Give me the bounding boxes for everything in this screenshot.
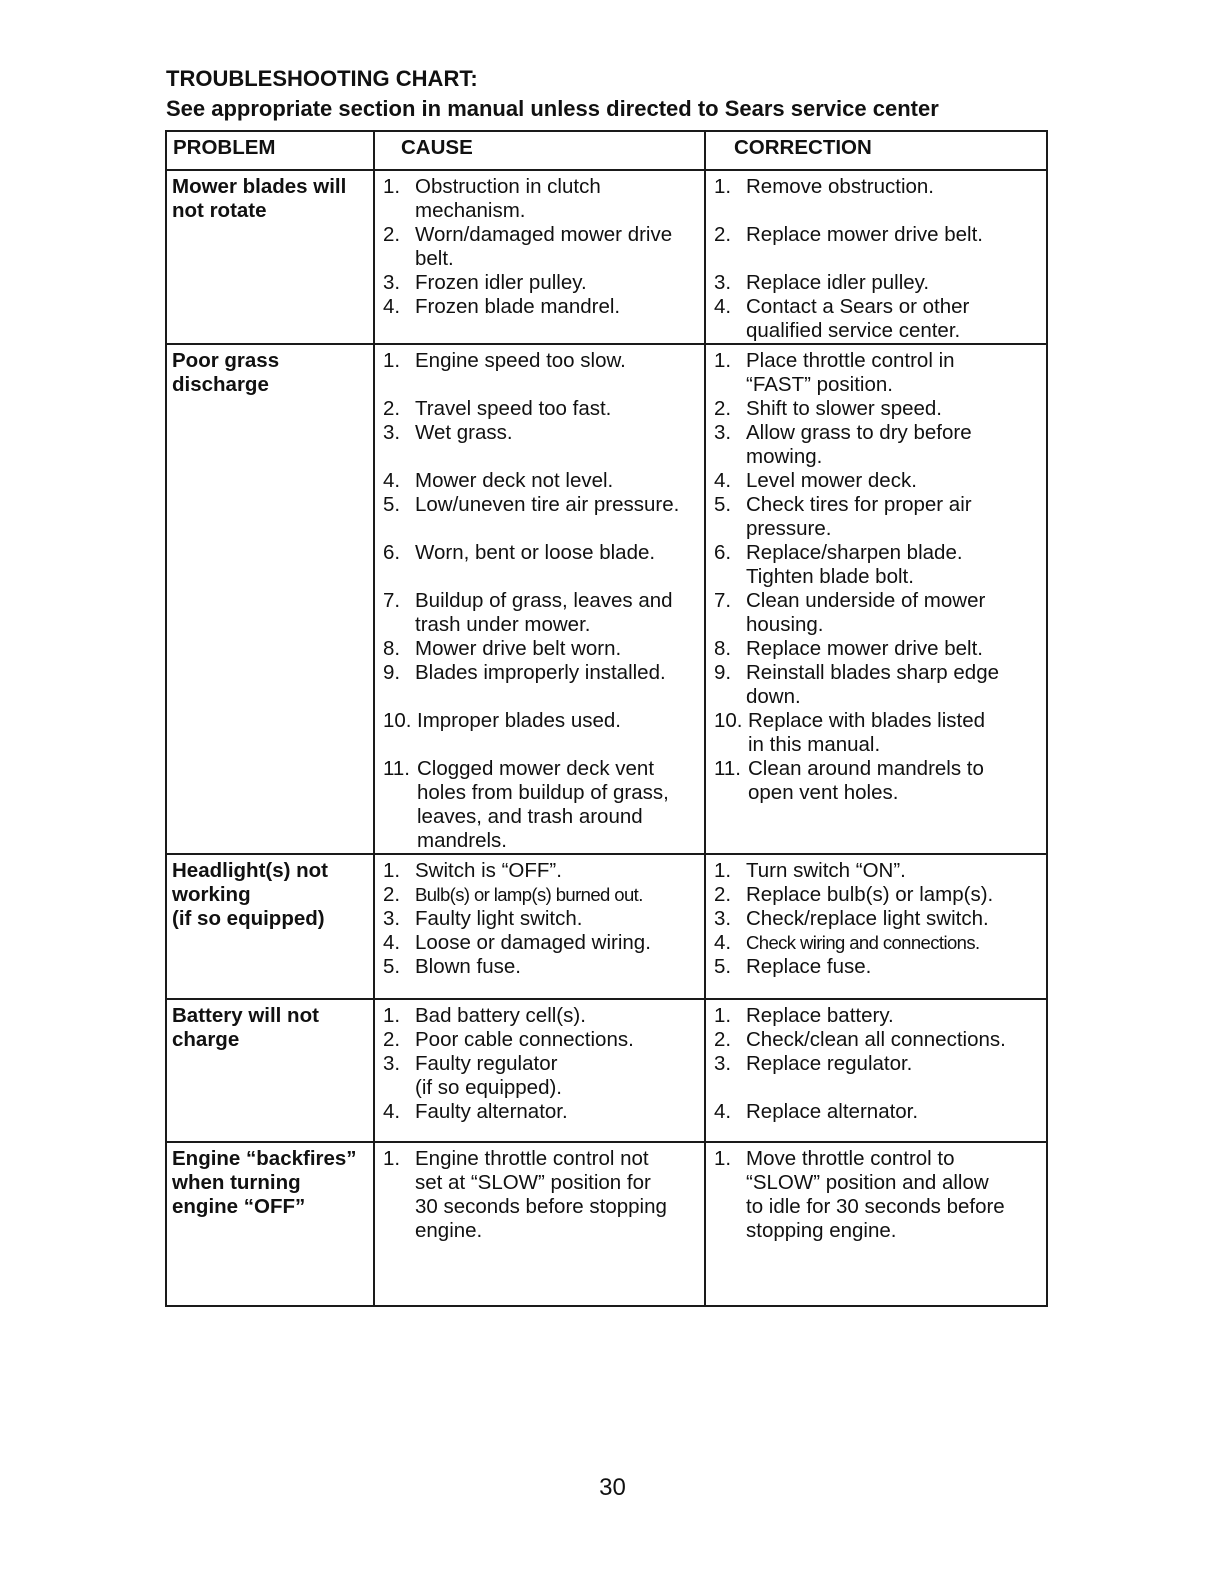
correction-item [714, 931, 1042, 955]
item-line: Buildup of grass, leaves and [415, 589, 673, 612]
item-number: 3. [383, 1052, 401, 1075]
cause-item [383, 421, 700, 469]
item-line: Mower deck not level. [415, 469, 614, 492]
item-text [746, 907, 1042, 931]
item-line: mowing. [746, 445, 823, 468]
item-line: down. [746, 685, 801, 708]
item-line: pressure. [746, 517, 832, 540]
item-line: Check wiring and connections. [746, 932, 980, 953]
item-number: 9. [383, 661, 401, 684]
item-number: 8. [714, 637, 732, 660]
correction-item [714, 295, 1042, 343]
item-number: 2. [714, 883, 732, 906]
cause-item [383, 955, 700, 979]
cause-item [383, 1028, 700, 1052]
table-row [166, 344, 1047, 854]
item-line: Tighten blade bolt. [746, 565, 914, 588]
problem-cell [166, 344, 374, 854]
item-line: Move throttle control to [746, 1147, 955, 1170]
item-number: 1. [714, 1004, 732, 1027]
cause-item [383, 349, 700, 397]
item-number: 3. [383, 421, 401, 444]
problem-line: working [172, 883, 251, 906]
item-line: Level mower deck. [746, 469, 917, 492]
item-text [746, 955, 1042, 979]
item-number: 5. [714, 955, 732, 978]
item-text [746, 295, 1042, 343]
item-text [746, 931, 1042, 955]
item-text [746, 859, 1042, 883]
item-line: Faulty regulator [415, 1052, 558, 1075]
problem-line: Battery will not [172, 1004, 319, 1027]
item-text [415, 349, 700, 397]
item-text [415, 421, 700, 469]
correction-cell [705, 999, 1047, 1142]
item-line: qualified service center. [746, 319, 961, 342]
item-line: Remove obstruction. [746, 175, 935, 198]
correction-cell [705, 170, 1047, 344]
cause-item [383, 397, 700, 421]
cause-item [383, 1100, 700, 1124]
item-text [748, 709, 1042, 757]
item-line: stopping engine. [746, 1219, 897, 1242]
item-line: Clean underside of mower [746, 589, 986, 612]
cause-item [383, 271, 700, 295]
item-line: “FAST” position. [746, 373, 893, 396]
item-number: 2. [383, 1028, 401, 1051]
item-line: Replace with blades listed [748, 709, 986, 732]
item-number: 2. [383, 397, 401, 420]
item-number: 5. [383, 493, 401, 516]
item-text [415, 223, 700, 271]
item-line: Engine speed too slow. [415, 349, 626, 372]
item-number: 4. [714, 295, 732, 318]
item-text [415, 1147, 700, 1243]
item-line: Replace battery. [746, 1004, 894, 1027]
item-text [415, 541, 700, 589]
item-line: Poor cable connections. [415, 1028, 634, 1051]
item-line: Replace mower drive belt. [746, 637, 983, 660]
item-text [746, 1147, 1042, 1243]
correction-item [714, 883, 1042, 907]
item-line: Check/replace light switch. [746, 907, 989, 930]
item-line: in this manual. [748, 733, 881, 756]
item-text [415, 589, 700, 637]
item-text [746, 271, 1042, 295]
item-number: 4. [714, 931, 732, 954]
correction-item [714, 1004, 1042, 1028]
item-text [415, 469, 700, 493]
item-line: Improper blades used. [417, 709, 621, 732]
item-number: 7. [383, 589, 401, 612]
cause-item [383, 1147, 700, 1243]
cause-item [383, 883, 700, 907]
item-number: 4. [714, 1100, 732, 1123]
problem-line: Engine “backfires” [172, 1147, 357, 1170]
item-line: Bulb(s) or lamp(s) burned out. [415, 884, 643, 905]
item-number: 4. [383, 931, 401, 954]
item-line: Reinstall blades sharp edge [746, 661, 999, 684]
item-number: 1. [714, 1147, 732, 1170]
cause-cell [374, 999, 705, 1142]
item-number: 3. [714, 907, 732, 930]
item-number: 2. [714, 1028, 732, 1051]
item-text [746, 1052, 1042, 1100]
item-line: Check tires for proper air [746, 493, 972, 516]
cause-item [383, 1004, 700, 1028]
item-line: Clogged mower deck vent [417, 757, 655, 780]
cause-item [383, 223, 700, 271]
problem-line: Poor grass [172, 349, 280, 372]
item-number: 2. [383, 883, 401, 906]
item-number: 3. [383, 271, 401, 294]
correction-item [714, 1028, 1042, 1052]
item-line: Replace idler pulley. [746, 271, 930, 294]
item-line: Replace regulator. [746, 1052, 913, 1075]
correction-item [714, 757, 1042, 805]
page-number: 30 [599, 1474, 626, 1501]
problem-cell [166, 170, 374, 344]
item-number: 7. [714, 589, 732, 612]
correction-cell [705, 854, 1047, 999]
item-number: 11. [383, 757, 410, 780]
item-text [746, 469, 1042, 493]
cause-item [383, 637, 700, 661]
problem-line: not rotate [172, 199, 267, 222]
header-cause: CAUSE [374, 131, 705, 170]
problem-line: Headlight(s) not [172, 859, 329, 882]
item-line: Replace bulb(s) or lamp(s). [746, 883, 994, 906]
item-line: open vent holes. [748, 781, 899, 804]
problem-line: (if so equipped) [172, 907, 325, 930]
item-text [415, 1052, 700, 1100]
item-text [415, 271, 700, 295]
correction-cell [705, 1142, 1047, 1306]
cause-item [383, 757, 700, 853]
item-line: Frozen blade mandrel. [415, 295, 621, 318]
problem-line: discharge [172, 373, 269, 396]
item-number: 6. [383, 541, 401, 564]
chart-subtitle: See appropriate section in manual unless directed to Sears service center [166, 96, 939, 121]
item-line: Replace/sharpen blade. [746, 541, 963, 564]
item-number: 2. [383, 223, 401, 246]
item-line: set at “SLOW” position for [415, 1171, 651, 1194]
item-line: 30 seconds before stopping [415, 1195, 667, 1218]
item-text [746, 175, 1042, 223]
problem-line: Mower blades will [172, 175, 347, 198]
item-text [417, 757, 700, 853]
item-line: trash under mower. [415, 613, 591, 636]
problem-line: charge [172, 1028, 240, 1051]
problem-line: when turning [172, 1171, 301, 1194]
item-text [746, 397, 1042, 421]
correction-item [714, 907, 1042, 931]
item-line: Mower drive belt worn. [415, 637, 622, 660]
item-text [746, 661, 1042, 709]
cause-item [383, 859, 700, 883]
item-line: Replace alternator. [746, 1100, 919, 1123]
item-line: Allow grass to dry before [746, 421, 972, 444]
correction-item [714, 1100, 1042, 1124]
correction-item [714, 397, 1042, 421]
item-text [746, 637, 1042, 661]
item-text [415, 175, 700, 223]
item-line: mandrels. [417, 829, 508, 852]
item-number: 4. [383, 295, 401, 318]
item-text [415, 295, 700, 319]
item-line: belt. [415, 247, 454, 270]
item-line: Engine throttle control not [415, 1147, 649, 1170]
chart-title: TROUBLESHOOTING CHART: [166, 66, 478, 91]
item-text [415, 883, 700, 907]
item-text [415, 397, 700, 421]
item-number: 6. [714, 541, 732, 564]
item-line: Check/clean all connections. [746, 1028, 1006, 1051]
item-line: to idle for 30 seconds before [746, 1195, 1005, 1218]
item-text [746, 589, 1042, 637]
item-line: (if so equipped). [415, 1076, 563, 1099]
item-text [415, 931, 700, 955]
cause-item [383, 661, 700, 709]
correction-item [714, 541, 1042, 589]
item-line: Obstruction in clutch [415, 175, 601, 198]
item-text [417, 709, 700, 757]
item-number: 5. [714, 493, 732, 516]
table-row [166, 999, 1047, 1142]
item-number: 1. [383, 349, 401, 372]
item-line: holes from buildup of grass, [417, 781, 669, 804]
item-number: 4. [383, 469, 401, 492]
cause-item [383, 469, 700, 493]
item-line: Frozen idler pulley. [415, 271, 587, 294]
item-text [415, 955, 700, 979]
cause-item [383, 709, 700, 757]
item-line: Travel speed too fast. [415, 397, 612, 420]
item-text [415, 661, 700, 709]
correction-item [714, 709, 1042, 757]
item-number: 3. [714, 1052, 732, 1075]
item-number: 5. [383, 955, 401, 978]
correction-item [714, 349, 1042, 397]
item-line: Faulty alternator. [415, 1100, 568, 1123]
troubleshooting-table [165, 130, 1048, 1307]
item-text [746, 1100, 1042, 1124]
item-number: 1. [714, 859, 732, 882]
item-text [746, 541, 1042, 589]
cause-cell [374, 854, 705, 999]
item-text [746, 1004, 1042, 1028]
item-number: 3. [383, 907, 401, 930]
header-problem: PROBLEM [166, 131, 374, 170]
item-line: Turn switch “ON”. [746, 859, 906, 882]
cause-item [383, 1052, 700, 1100]
item-number: 2. [714, 397, 732, 420]
item-text [746, 1028, 1042, 1052]
cause-item [383, 589, 700, 637]
item-line: engine. [415, 1219, 483, 1242]
correction-item [714, 1052, 1042, 1100]
item-line: Clean around mandrels to [748, 757, 984, 780]
cause-cell [374, 170, 705, 344]
item-number: 1. [383, 1147, 401, 1170]
correction-item [714, 955, 1042, 979]
item-number: 1. [383, 1004, 401, 1027]
correction-item [714, 469, 1042, 493]
cause-cell [374, 1142, 705, 1306]
correction-item [714, 637, 1042, 661]
item-line: housing. [746, 613, 824, 636]
item-number: 3. [714, 421, 732, 444]
correction-item [714, 421, 1042, 469]
item-text [746, 223, 1042, 271]
item-text [415, 859, 700, 883]
cause-item [383, 295, 700, 319]
item-line: Place throttle control in [746, 349, 955, 372]
item-text [746, 883, 1042, 907]
item-text [746, 421, 1042, 469]
cause-item [383, 931, 700, 955]
item-line: leaves, and trash around [417, 805, 643, 828]
problem-cell [166, 1142, 374, 1306]
correction-item [714, 223, 1042, 271]
cause-item [383, 541, 700, 589]
item-line: Low/uneven tire air pressure. [415, 493, 680, 516]
item-text [415, 907, 700, 931]
item-number: 10. [714, 709, 743, 732]
item-line: Worn, bent or loose blade. [415, 541, 656, 564]
item-line: Wet grass. [415, 421, 513, 444]
item-text [415, 637, 700, 661]
table-row [166, 1142, 1047, 1306]
item-line: Bad battery cell(s). [415, 1004, 586, 1027]
item-number: 4. [714, 469, 732, 492]
item-line: Faulty light switch. [415, 907, 583, 930]
item-text [415, 1028, 700, 1052]
item-line: Blown fuse. [415, 955, 521, 978]
correction-item [714, 175, 1042, 223]
item-line: Worn/damaged mower drive [415, 223, 673, 246]
item-text [748, 757, 1042, 805]
item-number: 2. [714, 223, 732, 246]
item-line: Loose or damaged wiring. [415, 931, 651, 954]
item-text [415, 1004, 700, 1028]
item-line: mechanism. [415, 199, 526, 222]
item-number: 11. [714, 757, 741, 780]
item-number: 8. [383, 637, 401, 660]
problem-cell [166, 854, 374, 999]
cause-cell [374, 344, 705, 854]
item-line: Contact a Sears or other [746, 295, 970, 318]
table-header-row [166, 131, 1047, 170]
cause-item [383, 493, 700, 541]
cause-item [383, 175, 700, 223]
problem-cell [166, 999, 374, 1142]
item-number: 4. [383, 1100, 401, 1123]
correction-item [714, 271, 1042, 295]
item-text [746, 493, 1042, 541]
item-line: “SLOW” position and allow [746, 1171, 989, 1194]
problem-line: engine “OFF” [172, 1195, 306, 1218]
item-text [415, 493, 700, 541]
correction-item [714, 589, 1042, 637]
header-correction: CORRECTION [705, 131, 1047, 170]
item-line: Replace fuse. [746, 955, 872, 978]
item-text [746, 349, 1042, 397]
table-row [166, 854, 1047, 999]
cause-item [383, 907, 700, 931]
item-text [415, 1100, 700, 1124]
item-number: 9. [714, 661, 732, 684]
item-number: 1. [714, 175, 732, 198]
correction-cell [705, 344, 1047, 854]
correction-item [714, 661, 1042, 709]
correction-item [714, 1147, 1042, 1243]
item-line: Shift to slower speed. [746, 397, 942, 420]
correction-item [714, 859, 1042, 883]
item-line: Replace mower drive belt. [746, 223, 983, 246]
item-number: 10. [383, 709, 412, 732]
item-number: 1. [383, 175, 401, 198]
item-line: Blades improperly installed. [415, 661, 666, 684]
item-number: 3. [714, 271, 732, 294]
table-row [166, 170, 1047, 344]
correction-item [714, 493, 1042, 541]
item-line: Switch is “OFF”. [415, 859, 562, 882]
item-number: 1. [714, 349, 732, 372]
item-number: 1. [383, 859, 401, 882]
